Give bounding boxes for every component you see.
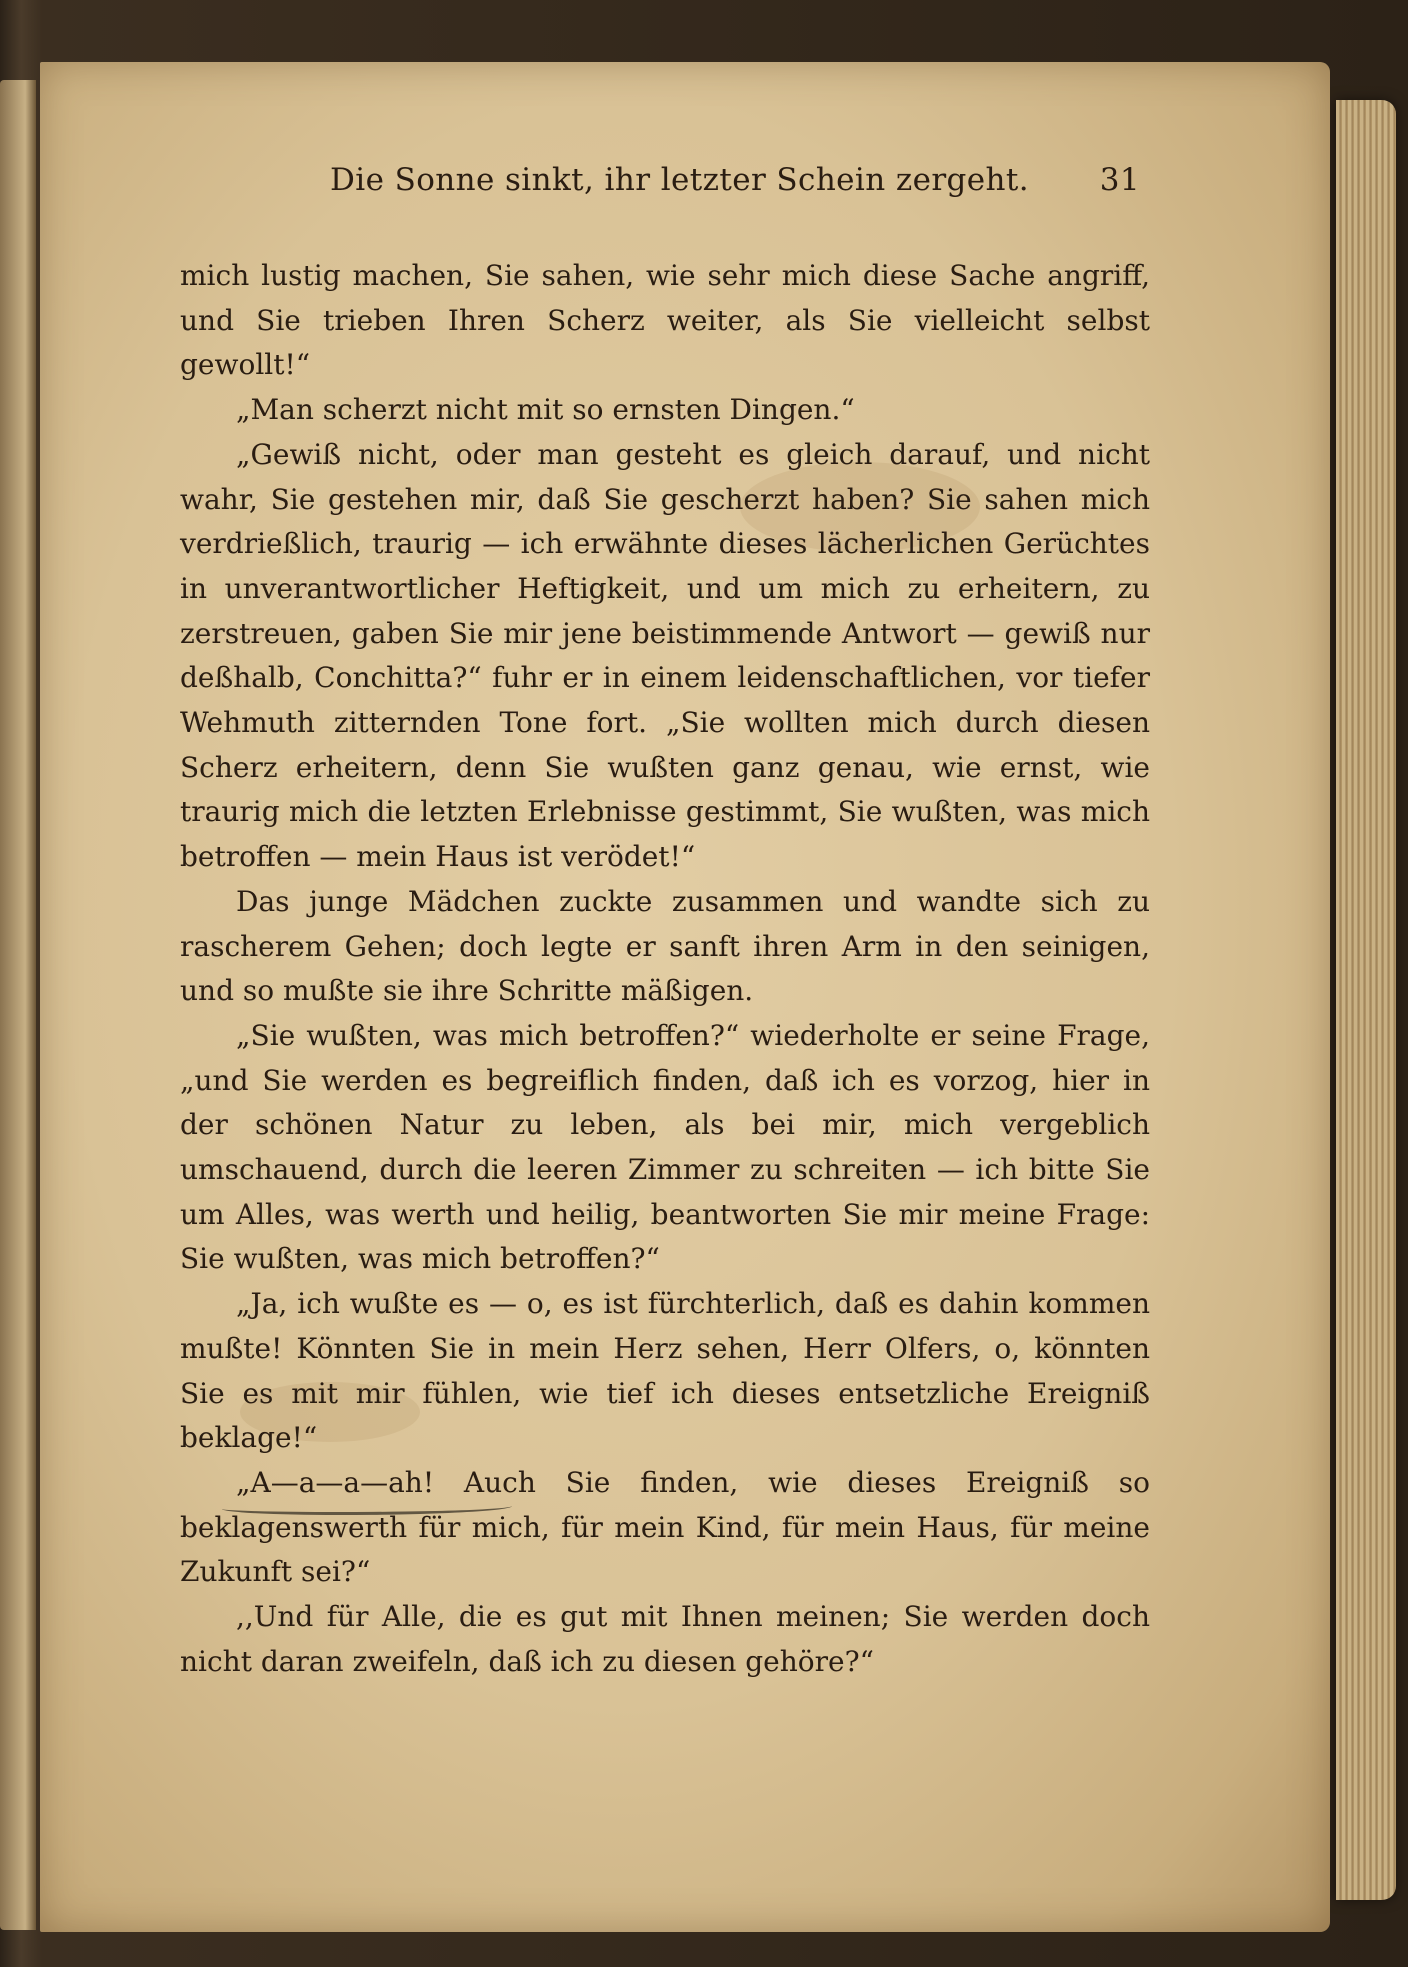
paragraph: ,,Und für Alle, die es gut mit Ihnen meinen; Sie werden doch nicht daran zweifeln, daß ich zu diesen gehöre?“ bbox=[180, 1600, 1150, 1678]
paragraph: Das junge Mädchen zuckte zusammen und wandte sich zu rascherem Gehen; doch legte er sanft ihren Arm in den seinigen, und so mußte sie ihre Schritte mäßigen. bbox=[180, 884, 1150, 1008]
page-number: 31 bbox=[1099, 162, 1140, 198]
paragraph: „Man scherzt nicht mit so ernsten Dingen.“ bbox=[236, 393, 855, 427]
previous-page-edge bbox=[0, 80, 36, 1930]
running-title: Die Sonne sinkt, ihr letzter Schein zergeht. bbox=[330, 162, 1030, 198]
body-text bbox=[180, 254, 1150, 1685]
paragraph: „Ja, ich wußte es — o, es ist fürchterlich, daß es dahin kommen mußte! Könnten Sie in mein Herz sehen, Herr Olfers, o, könnten Sie es mit mir fühlen, wie tief ich dieses entsetzliche Ereigniß beklage!“ bbox=[180, 1287, 1150, 1455]
page-edges bbox=[1336, 100, 1396, 1900]
paragraph: „A—a—a—ah! Auch Sie finden, wie dieses Ereigniß so beklagenswerth für mich, für mein Kind, für mein Haus, für meine Zukunft sei?“ bbox=[180, 1465, 1150, 1589]
page-content bbox=[180, 158, 1150, 1685]
page-header bbox=[180, 158, 1150, 214]
paragraph: „Sie wußten, was mich betroffen?“ wiederholte er seine Frage, „und Sie werden es begreiflich finden, daß ich es vorzog, hier in der schönen Natur zu leben, als bei mir, mich vergeblich umschauend, durch die leeren Zimmer zu schreiten — ich bitte Sie um Alles, was werth und heilig, beantworten Sie mir meine Frage: Sie wußten, was mich betroffen?“ bbox=[180, 1018, 1150, 1276]
paragraph: „Gewiß nicht, oder man gesteht es gleich darauf, und nicht wahr, Sie gestehen mir, daß Sie gescherzt haben? Sie sahen mich verdrießlich, traurig — ich erwähnte dieses lächerlichen Gerüchtes in unverantwortlicher Heftigkeit, und um mich zu erheitern, zu zerstreuen, gaben Sie mir jene beistimmende Antwort — gewiß nur deßhalb, Conchitta?“ fuhr er in einem leidenschaftlichen, vor tiefer Wehmuth zitternden Tone fort. „Sie wollten mich durch diesen Scherz erheitern, denn Sie wußten ganz genau, wie ernst, wie traurig mich die letzten Erlebnisse gestimmt, Sie wußten, was mich betroffen — mein Haus ist verödet!“ bbox=[180, 437, 1150, 874]
paragraph: mich lustig machen, Sie sahen, wie sehr mich diese Sache angriff, und Sie trieben Ihren Scherz weiter, als Sie vielleicht selbst gewollt!“ bbox=[180, 259, 1150, 382]
